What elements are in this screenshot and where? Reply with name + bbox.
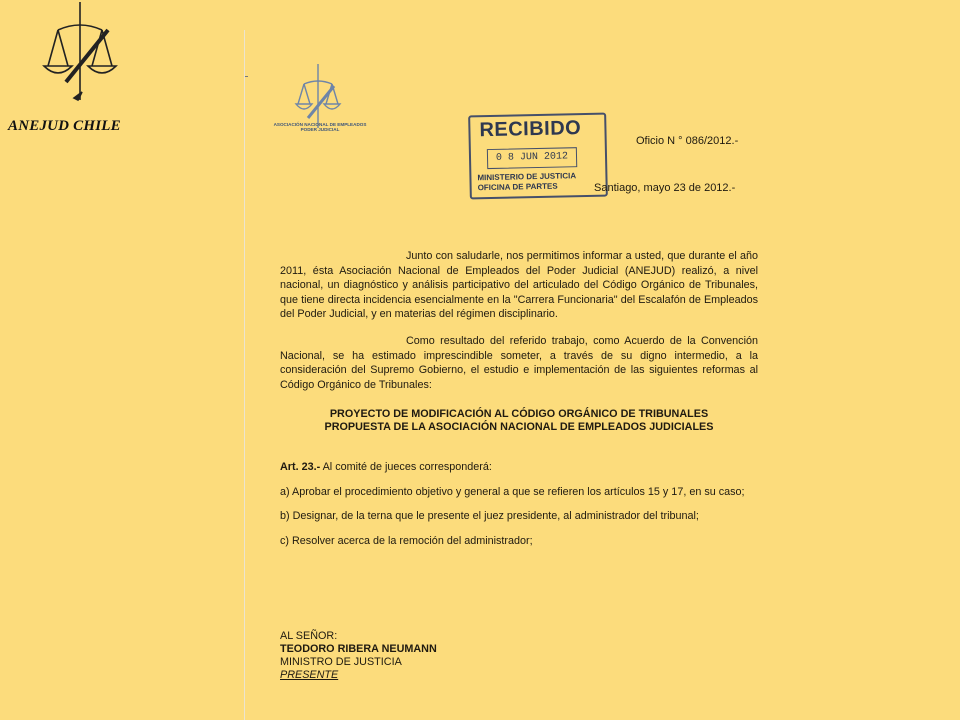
association-logo xyxy=(292,62,344,146)
recipient-salutation: AL SEÑOR: xyxy=(280,630,338,642)
oficio-number: Oficio N ° 086/2012.- xyxy=(636,135,739,147)
recipient-name: TEODORO RIBERA NEUMANN xyxy=(280,643,437,655)
article-item-b: b) Designar, de la terna que le presente el juez presidente, al administrador del tribunal; xyxy=(280,510,699,523)
project-heading xyxy=(280,408,758,434)
stamp-line-1: MINISTERIO DE JUSTICIA xyxy=(477,171,577,183)
article-section xyxy=(280,460,758,558)
letter-date: Santiago, mayo 23 de 2012.- xyxy=(594,182,736,194)
article-label: Art. 23.- xyxy=(280,461,321,473)
letter-body xyxy=(280,249,758,404)
recipient-position: MINISTRO DE JUSTICIA xyxy=(280,656,402,668)
association-caption-line: PODER JUDICIAL xyxy=(300,127,340,133)
scanned-letter xyxy=(248,30,960,720)
article-intro xyxy=(280,460,758,475)
recipient-presente: PRESENTE xyxy=(280,669,339,681)
article-item-c: c) Resolver acerca de la remoción del administrador; xyxy=(280,534,533,547)
paragraph-intro: Junto con saludarle, nos permitimos informar a usted, que durante el año 2011, ésta Asociación Nacional de Empleados del Poder Judicial (ANEJUD) realizó, a nivel nacional, un diagnóstico y análisis participativo del articulado del Código Orgánico de Tribunales, que tiene directa incidencia esencialmente en la "Carrera Funcionaria" del Escalafón de Empleados del Poder Judicial, y en materias del régimen disciplinario. xyxy=(280,250,758,321)
stamp-title: RECIBIDO xyxy=(479,117,582,142)
heading-line: PROPUESTA DE LA ASOCIACIÓN NACIONAL DE EMPLEADOS JUDICIALES xyxy=(324,421,714,433)
article-intro-text: Al comité de jueces corresponderá: xyxy=(320,461,492,473)
association-caption xyxy=(268,122,372,133)
divider-line xyxy=(244,30,245,720)
article-item-a: a) Aprobar el procedimiento objetivo y general a que se refieren los artículos 15 y 17, en su caso; xyxy=(280,485,745,498)
recipient-block xyxy=(280,630,437,682)
stamp-line-2: OFICINA DE PARTES xyxy=(477,181,558,193)
brand-name: ANEJUD CHILE xyxy=(8,118,121,134)
anejud-logo xyxy=(38,0,130,106)
stamp-date: 0 8 JUN 2012 xyxy=(487,147,577,169)
association-caption-line: ASOCIACIÓN NACIONAL DE EMPLEADOS xyxy=(273,122,367,127)
heading-line: PROYECTO DE MODIFICACIÓN AL CÓDIGO ORGÁNICO DE TRIBUNALES xyxy=(329,408,709,420)
paragraph-result: Como resultado del referido trabajo, como Acuerdo de la Convención Nacional, se ha estimado imprescindible someter, a través de su digno intermedio, a la consideración del Supremo Gobierno, el estudio e implementación de las siguientes reformas al Código Orgánico de Tribunales: xyxy=(280,334,758,391)
received-stamp xyxy=(468,113,608,200)
